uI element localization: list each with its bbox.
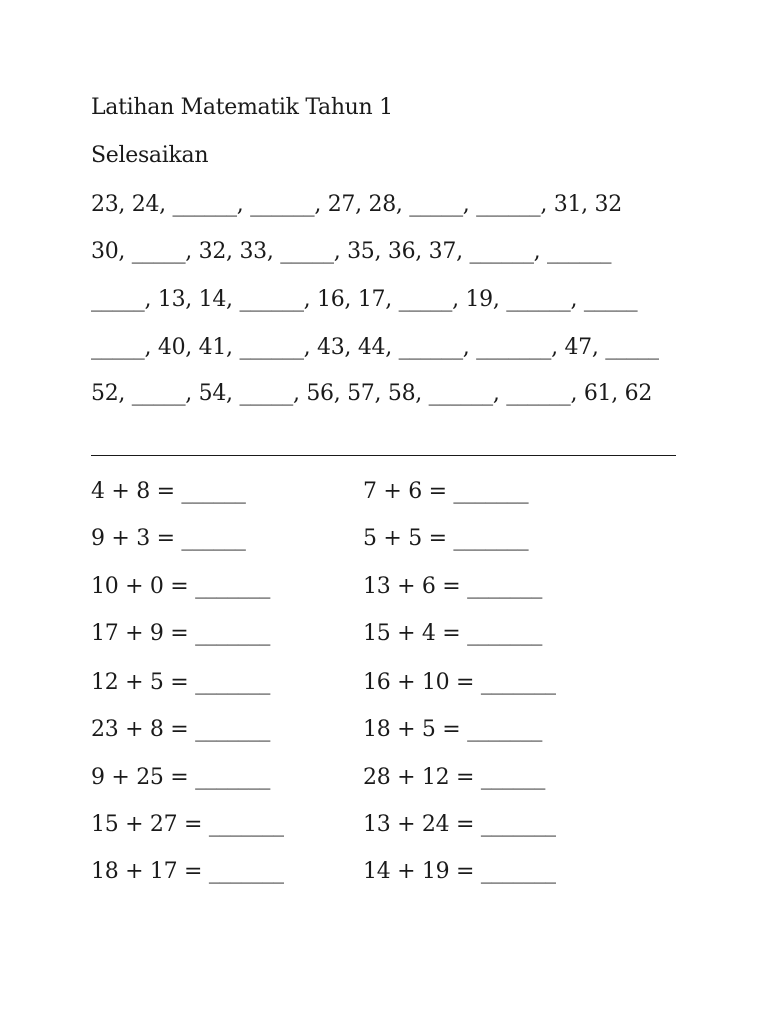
- addition-problem: 13 + 6 = _______: [363, 574, 543, 599]
- addition-problem: 23 + 8 = _______: [91, 717, 271, 742]
- addition-problem: 28 + 12 = ______: [363, 765, 546, 790]
- number-sequence-row: 30, _____, 32, 33, _____, 35, 36, 37, ______, ______: [91, 239, 612, 264]
- addition-problem: 4 + 8 = ______: [91, 479, 246, 504]
- addition-problem: 7 + 6 = _______: [363, 479, 529, 504]
- addition-problem: 14 + 19 = _______: [363, 859, 556, 884]
- number-sequence-row: _____, 13, 14, ______, 16, 17, _____, 19, ______, _____: [91, 287, 638, 312]
- addition-problem: 18 + 5 = _______: [363, 717, 543, 742]
- number-sequence-row: _____, 40, 41, ______, 43, 44, ______, _______, 47, _____: [91, 335, 659, 360]
- addition-problem: 10 + 0 = _______: [91, 574, 271, 599]
- section-divider: [91, 455, 676, 456]
- worksheet-title: Latihan Matematik Tahun 1: [91, 95, 393, 120]
- addition-problem: 12 + 5 = _______: [91, 670, 271, 695]
- addition-problem: 17 + 9 = _______: [91, 621, 271, 646]
- addition-problem: 16 + 10 = _______: [363, 670, 556, 695]
- number-sequence-row: 23, 24, ______, ______, 27, 28, _____, ______, 31, 32: [91, 192, 622, 217]
- addition-problem: 15 + 4 = _______: [363, 621, 543, 646]
- addition-problem: 18 + 17 = _______: [91, 859, 284, 884]
- addition-problem: 13 + 24 = _______: [363, 812, 556, 837]
- addition-problem: 15 + 27 = _______: [91, 812, 284, 837]
- instruction-text: Selesaikan: [91, 143, 209, 168]
- addition-problem: 9 + 3 = ______: [91, 526, 246, 551]
- addition-problem: 5 + 5 = _______: [363, 526, 529, 551]
- number-sequence-row: 52, _____, 54, _____, 56, 57, 58, ______, ______, 61, 62: [91, 381, 653, 406]
- addition-problem: 9 + 25 = _______: [91, 765, 271, 790]
